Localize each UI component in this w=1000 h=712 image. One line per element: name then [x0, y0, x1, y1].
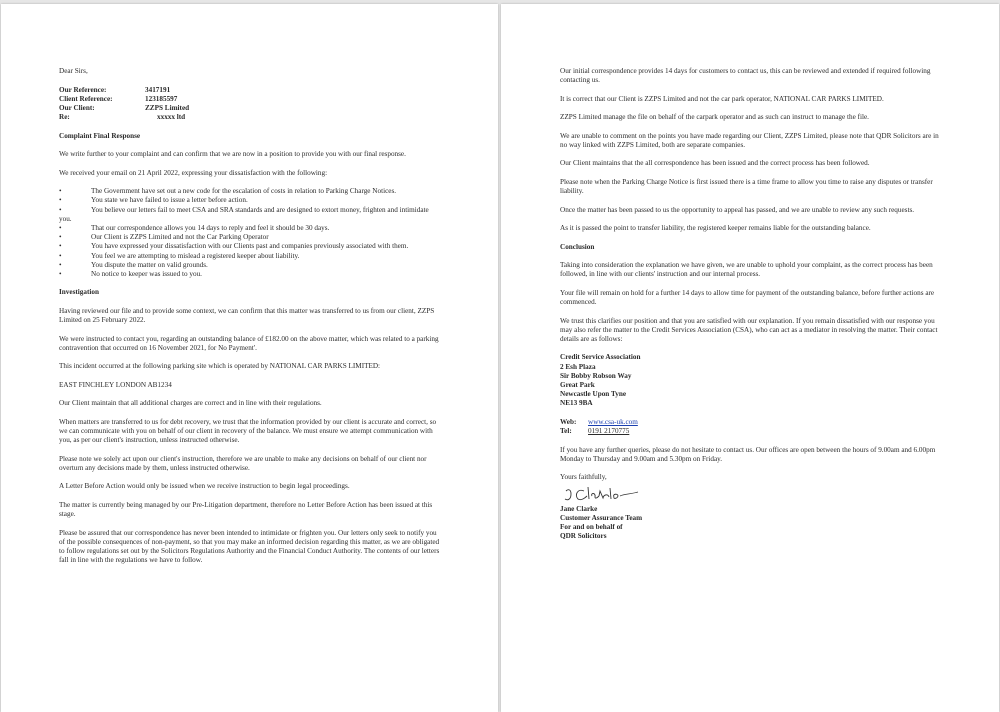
- list-item-text: The Government have set out a new code for the escalation of costs in relation to Parking Charge Notices.: [91, 187, 397, 196]
- bullet-icon: •: [59, 269, 62, 278]
- web-label: Web:: [560, 417, 577, 426]
- signatory-behalf: For and on behalf of: [560, 522, 623, 531]
- salutation: Dear Sirs,: [59, 67, 88, 75]
- body-paragraph: Your file will remain on hold for a further 14 days to allow time for payment of the outstanding balance, before further actions are commenced.: [560, 288, 935, 307]
- signatory-firm: QDR Solicitors: [560, 532, 607, 541]
- address-line: Great Park: [560, 381, 595, 390]
- list-item: [59, 242, 441, 251]
- body-paragraph: Our initial correspondence provides 14 days for customers to contact us, this can be reviewed and extended if required following contacting us.: [560, 67, 931, 85]
- list-item: [59, 196, 441, 205]
- list-item-text: You state we have failed to issue a letter before action.: [91, 196, 248, 205]
- received-paragraph: We received your email on 21 April 2022, expressing your dissatisfaction with the following:: [59, 168, 328, 177]
- body-paragraph: The matter is currently being managed by our Pre-Litigation department, therefore no Letter Before Action has been issued at this stage.: [59, 500, 433, 519]
- body-paragraph: ZZPS Limited manage the file on behalf of the carpark operator and as such can instruct to manage the file.: [560, 113, 869, 122]
- bullet-icon: •: [59, 187, 62, 196]
- reference-row: [59, 113, 189, 122]
- body-paragraph: Please be assured that our correspondence has never been intended to intimidate or frighten you. Our letters only seek to notify you of the possible consequences of non-payment, so that you may make an informed decision regarding this matter, as we are obligated to follow regulations set out by the Solicitors Regulations Authority and the Financial Conduct Authority. The contents of our letters fall in line with the regulations we have to follow.: [59, 528, 440, 565]
- bullet-icon: •: [59, 223, 62, 232]
- list-item-text: You believe our letters fail to meet CSA and SRA standards and are designed to extort money, frighten and intimidate you.: [59, 205, 429, 223]
- bullet-icon: •: [59, 205, 62, 214]
- body-paragraph: Our Client maintains that the all correspondence has been issued and the correct process has been followed.: [560, 159, 870, 168]
- body-paragraph: We were instructed to contact you, regarding an outstanding balance of £182.00 on the above matter, which was related to a parking contravention that occurred on 16 November 2021, for No Payment'.: [59, 334, 439, 352]
- body-paragraph: A Letter Before Action would only be issued when we receive instruction to begin legal proceedings.: [59, 482, 350, 491]
- body-paragraph: Our Client maintain that all additional charges are correct and in line with their regulations.: [59, 399, 322, 408]
- address-line: Sir Bobby Robson Way: [560, 371, 632, 380]
- closing: Yours faithfully,: [560, 473, 607, 482]
- address-line: NE13 9BA: [560, 399, 593, 408]
- csa-website-link[interactable]: www.csa-uk.com: [588, 417, 638, 426]
- csa-contacts: [560, 418, 942, 436]
- list-item: [59, 261, 441, 270]
- investigation-heading: Investigation: [59, 288, 99, 297]
- csa-phone-number: 0191 2170775: [588, 427, 630, 436]
- document-page-1: [1, 4, 498, 712]
- body-paragraph: It is correct that our Client is ZZPS Limited and not the car park operator, NATIONAL CAR PARKS LIMITED.: [560, 94, 884, 103]
- list-item: [59, 270, 441, 279]
- page-2-content: [560, 67, 942, 541]
- reference-value: 3417191: [145, 85, 171, 94]
- list-item-text: You dispute the matter on valid grounds.: [91, 260, 208, 269]
- body-paragraph: Please note we solely act upon our client's instruction, therefore we are unable to make any decisions on behalf of our client nor overturn any decisions made by them, unless instructed otherwise.: [59, 454, 427, 472]
- list-item-text: That our correspondence allows you 14 days to reply and feel it should be 30 days.: [91, 223, 330, 232]
- web-row: [560, 418, 942, 427]
- signatory-team: Customer Assurance Team: [560, 513, 643, 522]
- body-paragraph: We trust this clarifies our position and that you are satisfied with our explanation. If you remain dissatisfied with our response you may also refer the matter to the Credit Services Association (CSA), who can act as a mediator in resolving the matter. Their contact details are as follows:: [560, 316, 938, 343]
- bullet-icon: •: [59, 233, 62, 242]
- reference-label: Re:: [59, 113, 70, 122]
- address-line: Credit Service Association: [560, 353, 641, 362]
- reference-label: Client Reference:: [59, 94, 113, 103]
- complaint-heading: Complaint Final Response: [59, 131, 141, 140]
- body-paragraph: Once the matter has been passed to us the opportunity to appeal has passed, and we are unable to review any such requests.: [560, 205, 915, 214]
- bullet-icon: •: [59, 196, 62, 205]
- body-paragraph: As it is passed the point to transfer liability, the registered keeper remains liable for the outstanding balance.: [560, 224, 871, 233]
- list-item: [59, 224, 441, 233]
- body-paragraph: Having reviewed our file and to provide some context, we can confirm that this matter was transferred to us from our client, ZZPS Limited on 25 February 2022.: [59, 306, 435, 325]
- reference-value: xxxxx ltd: [157, 113, 186, 122]
- list-item-text: You have expressed your dissatisfaction with our Clients past and companies previously associated with them.: [91, 242, 409, 251]
- complaint-points-list: [59, 187, 441, 279]
- address-line: Newcastle Upon Tyne: [560, 390, 627, 399]
- site-address: EAST FINCHLEY LONDON AB1234: [59, 380, 172, 389]
- reference-row: [59, 95, 189, 104]
- list-item-text: You feel we are attempting to mislead a registered keeper about liability.: [91, 251, 300, 260]
- signatory-block: [560, 505, 942, 542]
- reference-row: [59, 104, 189, 113]
- intro-paragraph: We write further to your complaint and can confirm that we are now in a position to provide you with our final response.: [59, 150, 406, 159]
- list-item-text: No notice to keeper was issued to you.: [91, 269, 202, 278]
- list-item: [59, 252, 441, 261]
- body-paragraph: This incident occurred at the following parking site which is operated by NATIONAL CAR PARKS LIMITED:: [59, 362, 381, 371]
- signature-image: [562, 485, 652, 505]
- reference-table: [59, 86, 189, 123]
- tel-label: Tel:: [560, 427, 572, 436]
- bullet-icon: •: [59, 251, 62, 260]
- reference-row: [59, 86, 189, 95]
- bullet-icon: •: [59, 242, 62, 251]
- bullet-icon: •: [59, 260, 62, 269]
- signatory-name: Jane Clarke: [560, 504, 598, 513]
- list-item-text: Our Client is ZZPS Limited and not the Car Parking Operator: [91, 233, 269, 242]
- page-1-content: [59, 67, 441, 575]
- body-paragraph: When matters are transferred to us for debt recovery, we trust that the information provided by our client is accurate and correct, so we can communicate with you on behalf of our client in recovery of the balance. We must ensure we attempt communication with you, as per our client's instruction, unless instructed otherwise.: [59, 417, 437, 445]
- list-item: [59, 187, 441, 196]
- address-line: 2 Esh Plaza: [560, 362, 596, 371]
- body-paragraph: We are unable to comment on the points you have made regarding our Client, ZZPS Limited, please note that QDR Solicitors are in no way linked with ZZPS Limited, both are separate companies.: [560, 131, 939, 149]
- conclusion-heading: Conclusion: [560, 242, 595, 251]
- reference-label: Our Reference:: [59, 85, 107, 94]
- body-paragraph: Taking into consideration the explanation we have given, we are unable to uphold your complaint, as the correct process has been followed, in line with our clients' instruction and our internal process.: [560, 261, 933, 279]
- csa-address-block: [560, 353, 942, 408]
- tel-row: [560, 427, 942, 436]
- body-paragraph: Please note when the Parking Charge Notice is first issued there is a time frame to allow you time to raise any disputes or transfer liability.: [560, 177, 933, 196]
- reference-label: Our Client:: [59, 103, 95, 112]
- queries-paragraph: If you have any further queries, please do not hesitate to contact us. Our offices are open between the hours of 9.00am and 6.00pm Monday to Thursday and 9.00am and 5.30pm on Friday.: [560, 445, 936, 463]
- reference-value: ZZPS Limited: [145, 103, 190, 112]
- list-item: [59, 206, 441, 224]
- document-page-2: [501, 4, 999, 712]
- handwritten-signature: [562, 485, 942, 505]
- reference-value: 123185597: [145, 94, 178, 103]
- list-item: [59, 233, 441, 242]
